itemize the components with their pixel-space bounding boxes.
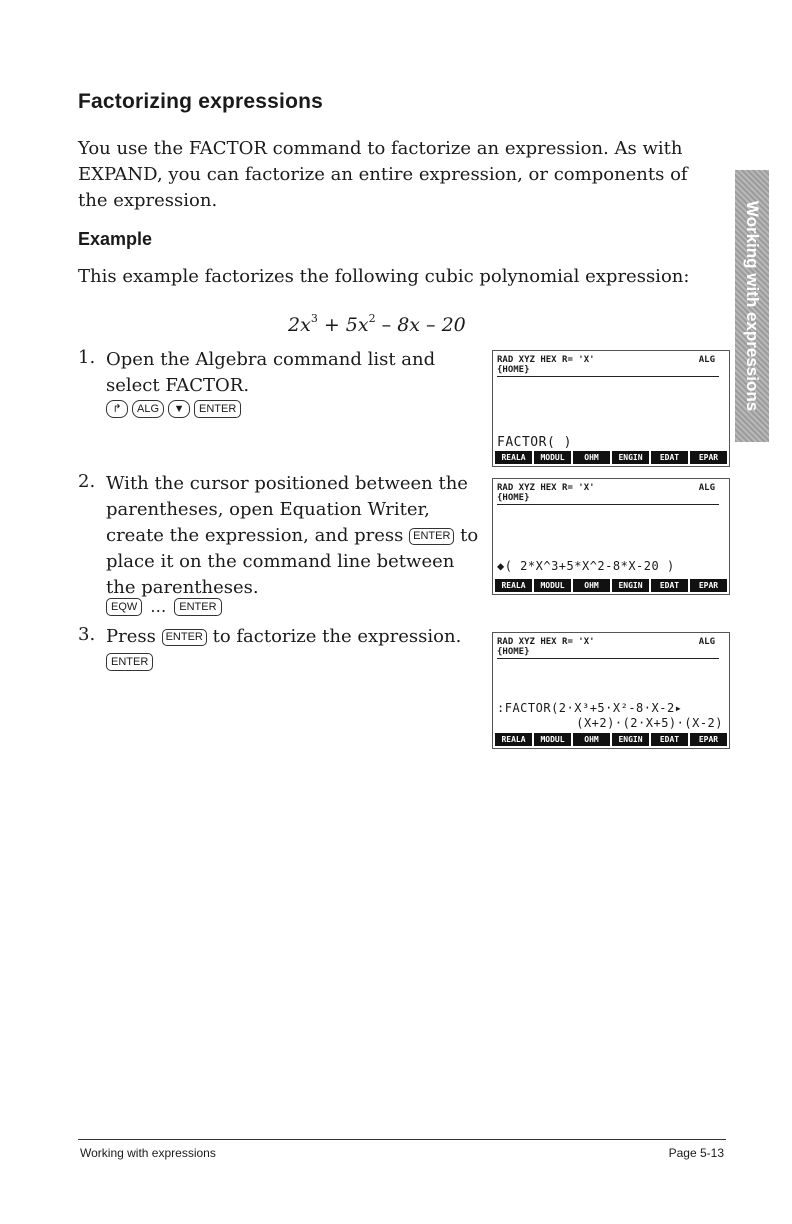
footer-section-title: Working with expressions [80,1146,216,1160]
step-3-number: 3. [78,624,96,645]
step-3-keys [106,653,153,671]
header-divider [497,376,719,377]
mode-indicator: ALG [698,355,715,365]
example-paragraph: This example factorizes the following cubic polynomial expression: [78,266,690,287]
enter-key: ENTER [174,598,221,616]
menu-modul: MODUL [534,733,571,746]
soft-menu [495,451,727,464]
eqw-key: EQW [106,598,142,616]
enter-key-inline: ENTER [409,528,454,545]
result-expression: (X+2)·(2·X+5)·(X-2) [576,716,723,730]
menu-edat: EDAT [651,579,688,592]
menu-ohm: OHM [573,733,610,746]
down-arrow-key: ▼ [168,400,190,418]
footer-divider [78,1139,726,1140]
step-2-keys [106,597,222,616]
menu-reala: REALA [495,451,532,464]
directory-path: {HOME} [497,647,530,657]
menu-ohm: OHM [573,579,610,592]
page-number: Page 5-13 [668,1146,724,1160]
menu-ohm: OHM [573,451,610,464]
cubic-equation: $2x^3 + 5x^2 - 8x - 20$ [288,312,466,336]
step-1-number: 1. [78,347,96,368]
enter-key-inline: ENTER [162,629,207,646]
status-line: RAD XYZ HEX R= 'X' [497,637,595,647]
calculator-screen-3 [492,632,730,749]
menu-epar: EPAR [690,733,727,746]
menu-reala: REALA [495,733,532,746]
menu-engin: ENGIN [612,733,649,746]
step-2-number: 2. [78,471,96,492]
menu-edat: EDAT [651,451,688,464]
calculator-screen-1 [492,350,730,467]
calculator-screen-2 [492,478,730,595]
alg-key: ALG [132,400,164,418]
menu-epar: EPAR [690,579,727,592]
step-2-text: With the cursor positioned between the parentheses, open Equation Writer, create the expression, and press ENTER to place it on the command line between the parentheses. [106,473,479,598]
step-1-text: Open the Algebra command list and select FACTOR. [106,349,436,396]
directory-path: {HOME} [497,365,530,375]
menu-engin: ENGIN [612,579,649,592]
menu-modul: MODUL [534,451,571,464]
header-divider [497,658,719,659]
chapter-side-tab [735,170,769,442]
right-shift-key: ↱ [106,400,128,418]
enter-key: ENTER [106,653,153,671]
header-divider [497,504,719,505]
directory-path: {HOME} [497,493,530,503]
command-line: ◆( 2*X^3+5*X^2-8*X-20 ) [497,559,675,573]
mode-indicator: ALG [698,637,715,647]
page-title: Factorizing expressions [78,90,324,113]
menu-epar: EPAR [690,451,727,464]
menu-modul: MODUL [534,579,571,592]
menu-edat: EDAT [651,733,688,746]
status-line: RAD XYZ HEX R= 'X' [497,483,595,493]
command-line: FACTOR( ) [497,435,572,450]
intro-paragraph: You use the FACTOR command to factorize an expression. As with EXPAND, you can factorize an entire expression, or components of the expression. [78,138,688,211]
mode-indicator: ALG [698,483,715,493]
menu-reala: REALA [495,579,532,592]
step-1-keys [106,400,241,418]
soft-menu [495,579,727,592]
step-3-text: Press ENTER to factorize the expression. [106,626,462,647]
status-line: RAD XYZ HEX R= 'X' [497,355,595,365]
ellipsis: … [150,597,167,616]
side-tab-label: Working with expressions [743,200,762,412]
menu-engin: ENGIN [612,451,649,464]
input-expression: :FACTOR(2·X³+5·X²-8·X-2▸ [497,701,683,715]
example-heading: Example [78,229,153,249]
enter-key: ENTER [194,400,241,418]
soft-menu [495,733,727,746]
